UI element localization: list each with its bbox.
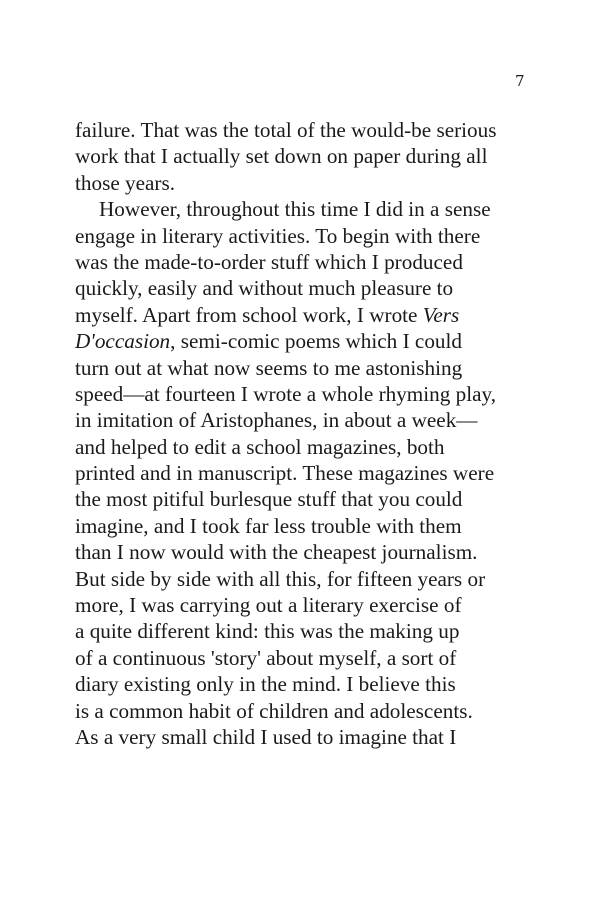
text-line: those years.	[75, 170, 176, 195]
text-line: than I now would with the cheapest journalism.	[75, 540, 478, 565]
text-line: engage in literary activities. To begin with there	[75, 223, 481, 248]
italic-phrase: D'occasion	[75, 329, 171, 354]
text-line: more, I was carrying out a literary exercise of	[75, 593, 462, 618]
italic-phrase: Vers	[422, 302, 460, 327]
paragraph-first-line: However, throughout this time I did in a sense	[99, 197, 491, 222]
text-line: quickly, easily and without much pleasure to	[75, 276, 454, 301]
text-line: in imitation of Aristophanes, in about a week—	[75, 408, 478, 433]
text-line: and helped to edit a school magazines, both	[75, 434, 445, 459]
text-line: is a common habit of children and adolescents.	[75, 698, 473, 723]
text-line: diary existing only in the mind. I believe this	[75, 672, 456, 697]
text-line: As a very small child I used to imagine that I	[75, 724, 457, 749]
text-line: speed—at fourteen I wrote a whole rhyming play,	[75, 381, 497, 406]
text-line: failure. That was the total of the would-be serious	[75, 118, 497, 142]
text-line: printed and in manuscript. These magazines were	[75, 461, 495, 486]
text-line: a quite different kind: this was the making up	[75, 619, 460, 644]
text-line: imagine, and I took far less trouble with them	[75, 513, 462, 538]
body-text	[75, 117, 525, 750]
text-line: But side by side with all this, for fifteen years or	[75, 566, 486, 591]
page-number: 7	[514, 72, 525, 90]
text-line: of a continuous 'story' about myself, a sort of	[75, 645, 457, 670]
text-line: the most pitiful burlesque stuff that you could	[75, 487, 463, 512]
text-line: work that I actually set down on paper during all	[75, 144, 488, 169]
text-line: myself. Apart from school work, I wrote Vers	[75, 302, 460, 327]
text-line: turn out at what now seems to me astonishing	[75, 355, 463, 380]
text-line: was the made-to-order stuff which I produced	[75, 249, 463, 274]
text-line: D'occasion, semi-comic poems which I could	[75, 329, 463, 354]
